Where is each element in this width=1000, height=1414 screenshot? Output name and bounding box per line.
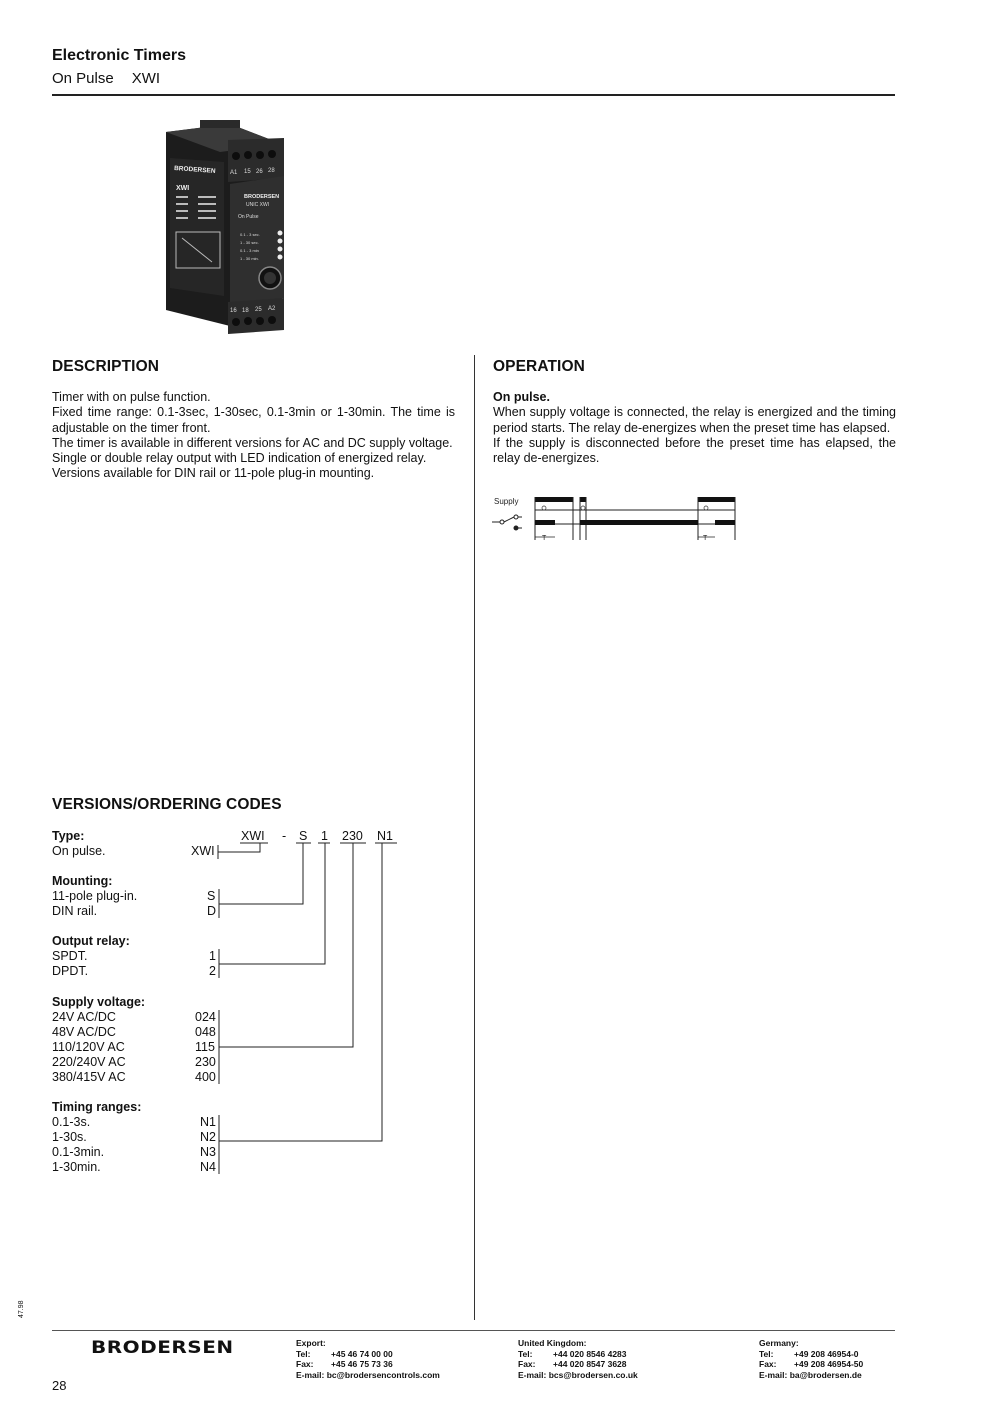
type-label: Type: — [52, 829, 85, 843]
side-code: 47.98 — [18, 1300, 25, 1318]
contact-email[interactable]: bc@brodersencontrols.com — [326, 1369, 440, 1380]
contact-fax: +44 020 8547 3628 — [553, 1359, 627, 1369]
email-key: E-mail: — [518, 1369, 547, 1380]
front-range-4: 1 - 30 min. — [240, 256, 259, 261]
code-part-mounting: S — [299, 829, 308, 843]
bottom-terminal-25: 25 — [255, 307, 262, 313]
diagram-supply-label: Supply — [494, 497, 519, 506]
side-brand-text: BRODERSEN — [173, 165, 216, 175]
footer-rule — [52, 1330, 895, 1331]
operation-subheading: On pulse. — [493, 390, 550, 404]
subtitle-model: XWI — [131, 70, 161, 87]
timing-item-code: N1 — [200, 1115, 216, 1129]
diagram-t-label: T — [542, 535, 547, 542]
contact-region: United Kingdom: — [518, 1338, 587, 1348]
led-on-icon — [542, 506, 708, 510]
supply-item-label: 24V AC/DC — [52, 1010, 116, 1024]
mounting-item-code: S — [207, 889, 216, 903]
tel-key: Tel: — [759, 1348, 774, 1359]
contact-tel: +44 020 8546 4283 — [553, 1348, 627, 1359]
tel-key: Tel: — [518, 1348, 533, 1359]
top-terminal-28: 28 — [268, 168, 275, 174]
fax-key: Fax: — [759, 1359, 777, 1369]
relay-item-label: DPDT. — [52, 964, 89, 978]
timing-item-code: N4 — [200, 1160, 216, 1174]
contact-export — [296, 1338, 440, 1380]
mounting-label: Mounting: — [52, 874, 113, 888]
contact-fax: +45 46 75 73 36 — [331, 1359, 393, 1369]
timing-item-label: 1-30s. — [52, 1130, 87, 1144]
header-rule — [52, 94, 895, 96]
relay-item-code: 1 — [209, 949, 216, 963]
description-line: The timer is available in different versions for AC and DC supply voltage. — [52, 435, 453, 450]
contact-uk — [518, 1338, 638, 1380]
fax-key: Fax: — [518, 1359, 536, 1369]
brodersen-logo: BRODERSEN — [91, 1337, 234, 1358]
supply-item-label: 48V AC/DC — [52, 1025, 116, 1039]
mounting-item-label: 11-pole plug-in. — [52, 889, 138, 903]
supply-item-code: 048 — [195, 1025, 216, 1039]
top-terminal-15: 15 — [244, 169, 251, 175]
operation-body — [493, 390, 896, 466]
contact-region: Export: — [296, 1338, 326, 1348]
contact-email[interactable]: ba@brodersen.de — [789, 1369, 862, 1380]
operation-paragraph-2: If the supply is disconnected before the preset time has elapsed, the relay de-energizes. — [493, 435, 896, 466]
contact-tel: +45 46 74 00 00 — [331, 1348, 393, 1359]
relay-label: Output relay: — [52, 934, 130, 948]
page-subtitle — [52, 70, 160, 87]
description-line: Fixed time range: 0.1-3sec, 1-30sec, 0.1-3min or 1-30min. The time is adjustable on the timer front. — [52, 405, 455, 435]
code-part-xwi: XWI — [241, 829, 265, 843]
timing-item-code: N2 — [200, 1130, 216, 1144]
operation-heading: OPERATION — [493, 358, 585, 375]
supply-item-label: 220/240V AC — [52, 1055, 126, 1069]
contact-tel: +49 208 46954-0 — [794, 1348, 859, 1359]
code-part-timing: N1 — [377, 829, 393, 843]
description-line: Versions available for DIN rail or 11-pole plug-in mounting. — [52, 466, 375, 481]
front-range-1: 0.1 - 3 sec. — [240, 232, 260, 237]
type-item-code: XWI — [191, 844, 215, 858]
code-part-relay: 1 — [321, 829, 328, 843]
page-title: Electronic Timers — [52, 47, 186, 64]
front-model-text: UNIC XWI — [246, 202, 270, 208]
column-divider — [474, 355, 475, 1320]
timing-label: Timing ranges: — [52, 1100, 142, 1114]
bottom-terminal-18: 18 — [242, 308, 249, 314]
product-photo — [160, 118, 295, 338]
front-range-2: 1 - 30 sec. — [240, 240, 259, 245]
timing-diagram — [490, 492, 740, 544]
ordering-heading: VERSIONS/ORDERING CODES — [52, 796, 282, 813]
contact-fax: +49 208 46954-50 — [794, 1359, 864, 1369]
type-item-label: On pulse. — [52, 844, 106, 858]
top-terminal-26: 26 — [256, 169, 263, 175]
description-body — [52, 390, 455, 482]
bottom-terminal-16: 16 — [230, 308, 237, 314]
supply-item-code: 115 — [195, 1040, 215, 1054]
page-number: 28 — [52, 1378, 67, 1393]
top-terminal-a1: A1 — [230, 170, 238, 176]
timing-item-label: 0.1-3s. — [52, 1115, 91, 1129]
tel-key: Tel: — [296, 1348, 311, 1359]
supply-item-code: 400 — [195, 1070, 216, 1084]
code-part-dash: - — [282, 829, 287, 843]
subtitle-function: On Pulse — [52, 70, 114, 87]
description-line: Timer with on pulse function. — [52, 390, 211, 404]
mounting-item-label: DIN rail. — [52, 904, 98, 918]
fax-key: Fax: — [296, 1359, 314, 1369]
relay-item-code: 2 — [209, 964, 216, 978]
email-key: E-mail: — [296, 1369, 325, 1380]
bottom-terminal-a2: A2 — [268, 306, 276, 312]
side-model-text: XWI — [176, 185, 190, 192]
contact-region: Germany: — [759, 1338, 799, 1348]
front-range-3: 0.1 - 3 min — [240, 248, 259, 253]
supply-item-label: 380/415V AC — [52, 1070, 126, 1084]
contact-germany — [759, 1338, 863, 1380]
operation-paragraph-1: When supply voltage is connected, the relay is energized and the timing period starts. The relay de-energizes when the preset time has elapsed. — [493, 405, 896, 435]
front-brand-text: BRODERSEN — [244, 194, 280, 200]
code-part-voltage: 230 — [342, 829, 363, 843]
timing-item-label: 0.1-3min. — [52, 1145, 105, 1159]
description-heading: DESCRIPTION — [52, 358, 160, 375]
timing-item-code: N3 — [200, 1145, 216, 1159]
supply-item-code: 230 — [195, 1055, 216, 1069]
diagram-t-label: T — [703, 535, 708, 542]
contact-symbol-icon — [492, 515, 522, 530]
supply-label: Supply voltage: — [52, 995, 146, 1009]
mounting-item-code: D — [207, 904, 217, 918]
relay-item-label: SPDT. — [52, 949, 88, 963]
front-function-text: On Pulse — [238, 214, 259, 220]
email-key: E-mail: — [759, 1369, 788, 1380]
timing-item-label: 1-30min. — [52, 1160, 101, 1174]
supply-item-code: 024 — [195, 1010, 216, 1024]
contact-email[interactable]: bcs@brodersen.co.uk — [548, 1369, 638, 1380]
supply-item-label: 110/120V AC — [52, 1040, 125, 1054]
description-line: Single or double relay output with LED indication of energized relay. — [52, 451, 427, 466]
